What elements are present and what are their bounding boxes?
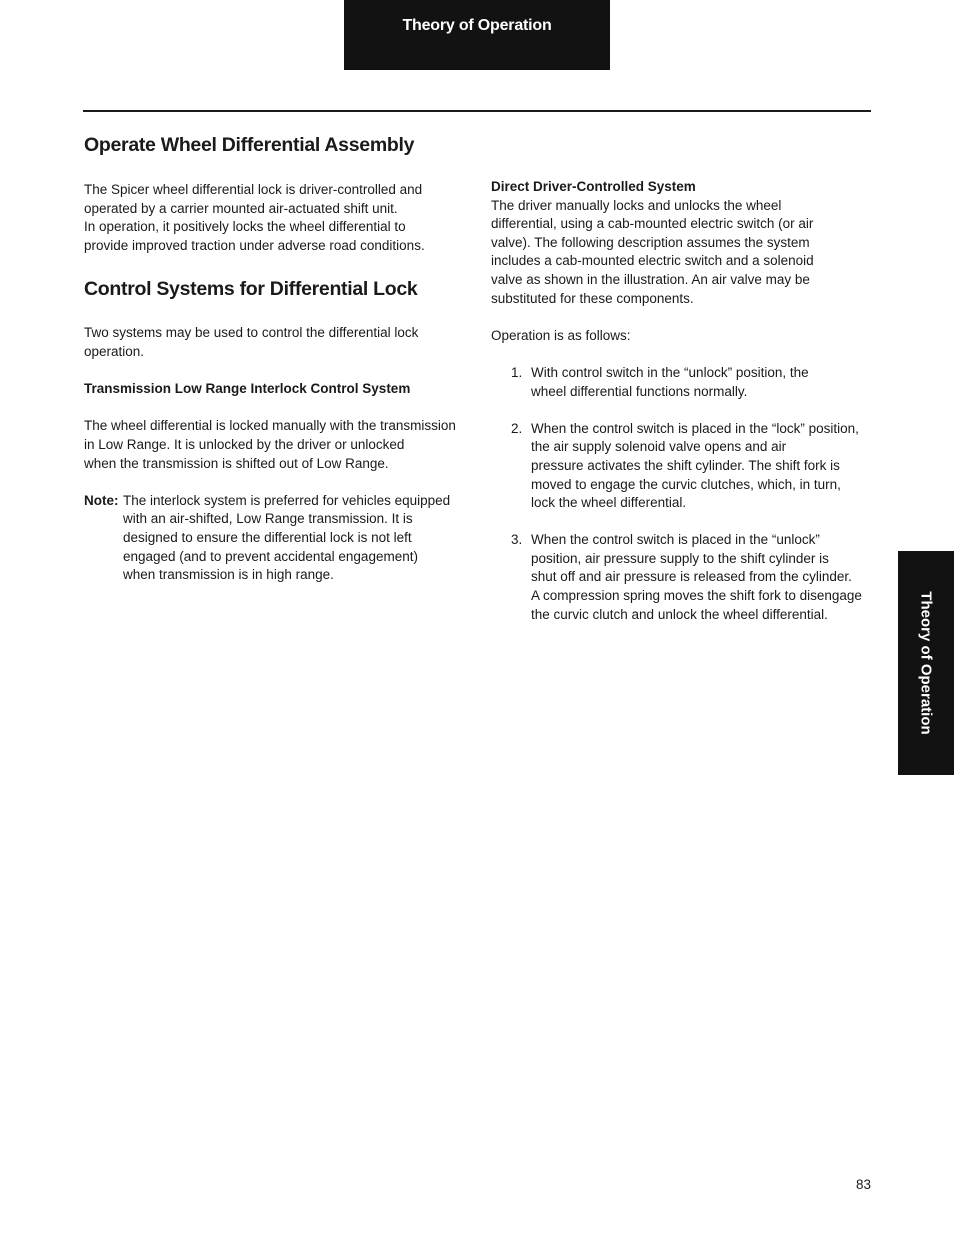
text-line: The Spicer wheel differential lock is driver-controlled and [84,182,423,197]
interlock-paragraph [84,417,454,473]
text-line: provide improved traction under adverse road conditions. [84,237,425,253]
list-item [491,420,861,513]
text-line: moved to engage the curvic clutches, which, in turn, [531,476,841,492]
text-line: position, air pressure supply to the shift cylinder is [531,550,829,566]
list-item [491,364,861,401]
note-label: Note: [84,492,119,508]
list-number: 1. [511,364,523,380]
text-line: the air supply solenoid valve opens and air [531,439,787,455]
note-block [84,492,454,585]
list-item-text [531,364,809,401]
text-line: includes a cab-mounted electric switch and a solenoid [491,253,814,269]
text-line: wheel differential functions normally. [531,383,748,399]
text-line: Two systems may be used to control the differential lock [84,325,419,341]
text-line: designed to ensure the differential lock is not left [123,529,412,545]
list-item-text [531,531,862,624]
heading-control-systems: Control Systems for Differential Lock [84,278,418,301]
text-line: pressure activates the shift cylinder. The shift fork is [531,457,840,473]
side-section-tab [898,551,954,775]
list-item [491,531,861,624]
text-line: lock the wheel differential. [531,495,687,511]
header-section-tab [344,0,610,70]
text-line: The wheel differential is locked manually with the transmission [84,418,456,434]
list-item-text [531,420,859,513]
text-line: the curvic clutch and unlock the wheel differential. [531,606,828,622]
side-tab-label: Theory of Operation [917,591,935,735]
text-line: shut off and air pressure is released from the cylinder. [531,569,852,585]
text-line: differential, using a cab-mounted electric switch (or air [491,216,814,232]
page-number: 83 [856,1177,872,1192]
text-line: When the control switch is placed in the “unlock” [531,532,820,548]
list-number: 3. [511,532,523,548]
text-line: The interlock system is preferred for vehicles equipped [123,492,451,508]
text-line: The driver manually locks and unlocks the wheel [491,197,782,213]
left-column [84,130,454,585]
text-line: engaged (and to prevent accidental engagement) [123,548,418,564]
subhead-direct-driver-system: Direct Driver-Controlled System [491,179,696,194]
text-line: operation. [84,343,145,359]
text-line: substituted for these components. [491,290,694,306]
text-line: With control switch in the “unlock” position, the [531,364,809,380]
text-line: In operation, it positively locks the wheel differential to [84,219,406,235]
text-line: operated by a carrier mounted air-actuated shift unit. [84,200,398,216]
heading-operate-wheel-differential: Operate Wheel Differential Assembly [84,134,415,156]
subhead-interlock-system: Transmission Low Range Interlock Control System [84,381,411,397]
list-number: 2. [511,420,523,436]
right-column [491,178,861,624]
operation-intro: Operation is as follows: [491,327,631,343]
text-line: valve). The following description assumes the system [491,234,810,250]
text-line: A compression spring moves the shift fork to disengage [531,588,862,604]
text-line: when transmission is in high range. [123,567,334,583]
text-line: when the transmission is shifted out of Low Range. [84,455,389,471]
text-line: in Low Range. It is unlocked by the driver or unlocked [84,436,405,452]
text-line: with an air-shifted, Low Range transmission. It is [123,511,413,527]
text-line: When the control switch is placed in the “lock” position, [531,420,859,436]
note-text [123,492,450,585]
systems-paragraph [84,324,454,361]
header-tab-label: Theory of Operation [402,17,552,34]
direct-system-paragraph [491,197,861,309]
intro-paragraph [84,181,454,255]
text-line: valve as shown in the illustration. An air valve may be [491,271,810,287]
header-divider [83,110,871,112]
